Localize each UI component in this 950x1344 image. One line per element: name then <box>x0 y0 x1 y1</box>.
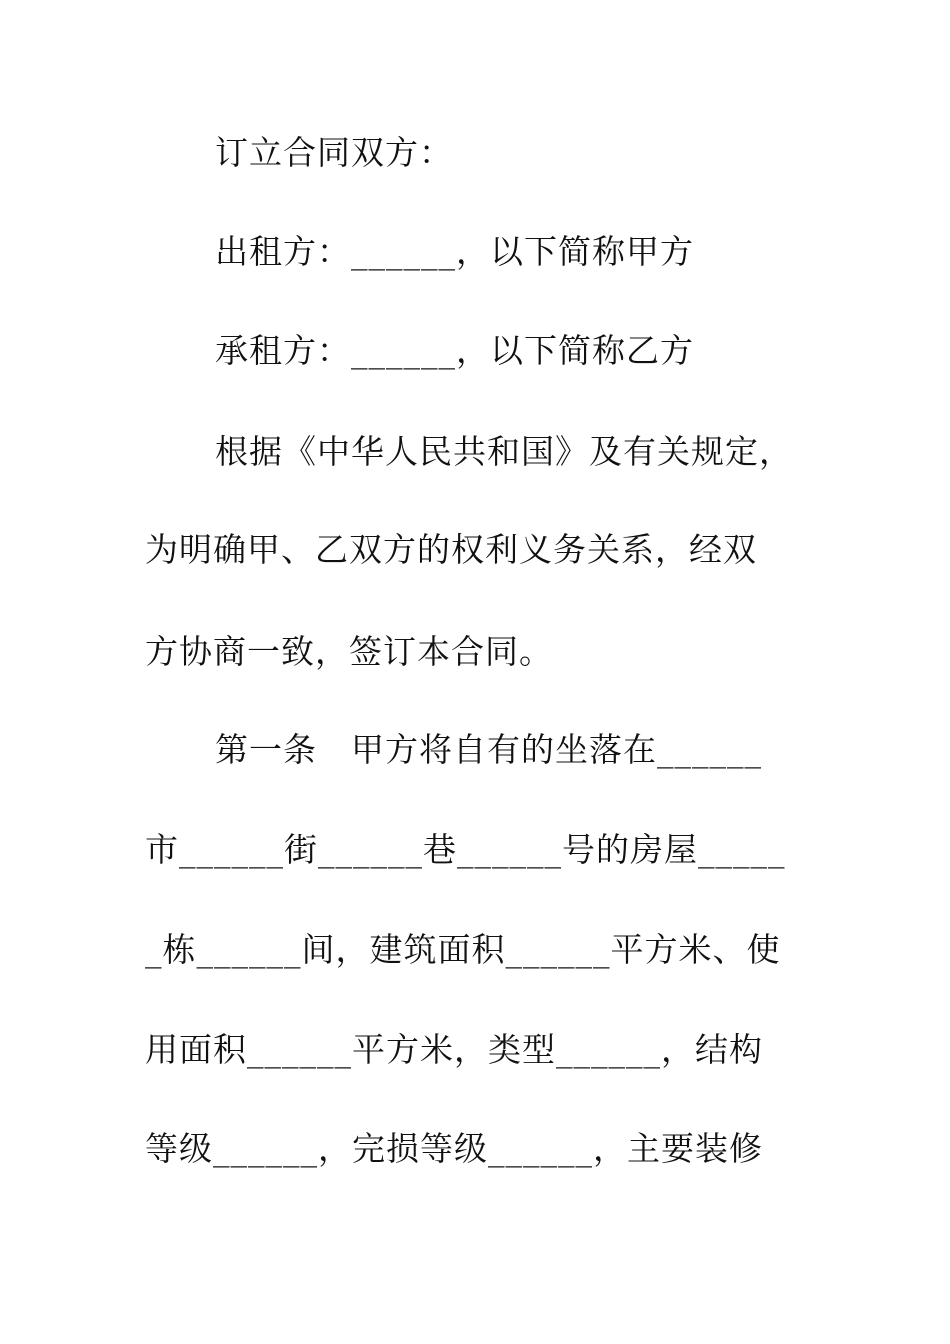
text-line-basis-cont-1: 为明确甲、乙双方的权利义务关系，经双 <box>145 530 757 569</box>
text-line-article-1-cont-4: 等级______，完损等级______，主要装修 <box>145 1129 763 1168</box>
text-line-article-1-cont-1: 市______街______巷______号的房屋_____ <box>145 830 786 869</box>
text-line-article-1: 第一条 甲方将自有的坐落在______ <box>215 730 762 769</box>
text-line-parties-heading: 订立合同双方： <box>215 133 453 172</box>
text-line-article-1-cont-3: 用面积______平方米，类型______，结构 <box>145 1030 763 1069</box>
text-line-lessee: 承租方：______，以下简称乙方 <box>215 331 694 370</box>
text-line-article-1-cont-2: _栋______间，建筑面积______平方米、使 <box>145 930 781 969</box>
text-line-basis-cont-2: 方协商一致，签订本合同。 <box>145 632 553 671</box>
text-line-lessor: 出租方：______，以下简称甲方 <box>215 232 694 271</box>
text-line-basis: 根据《中华人民共和国》及有关规定， <box>215 432 793 471</box>
